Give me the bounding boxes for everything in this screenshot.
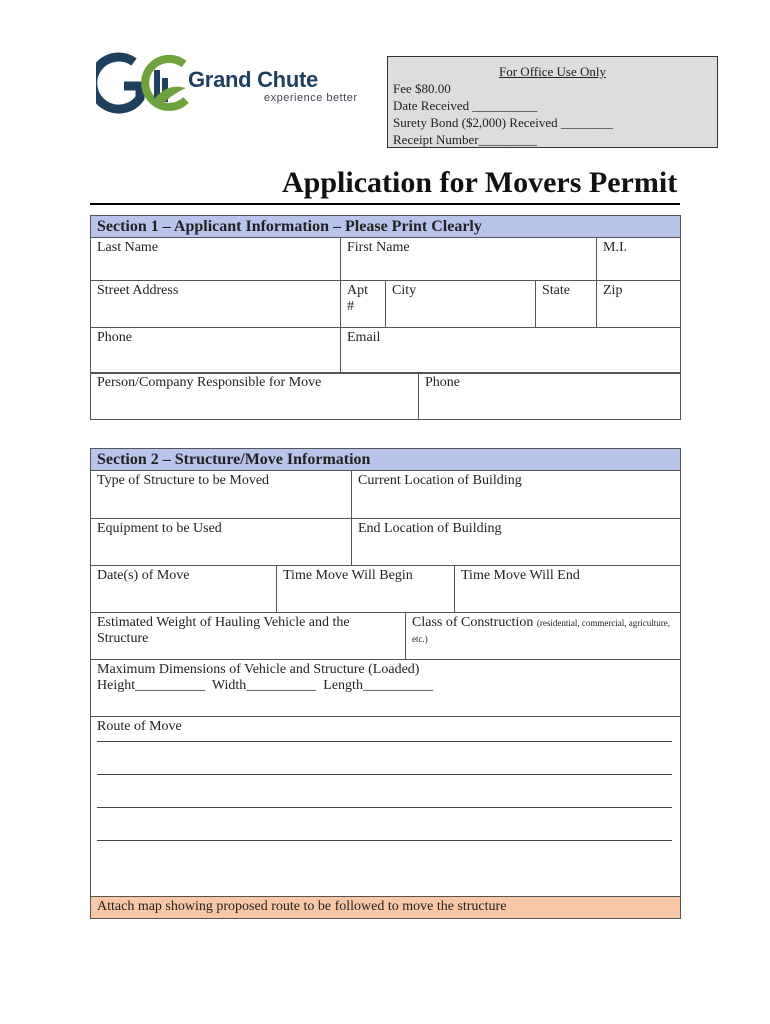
time-end-field[interactable]: Time Move Will End [455,566,681,613]
section2-table [90,448,681,919]
title-rule [90,203,680,205]
construction-class-label: Class of Construction [412,615,534,630]
weight-field[interactable]: Estimated Weight of Hauling Vehicle and the Structure [91,613,406,660]
office-surety-bond: Surety Bond ($2,000) Received ________ [393,115,613,130]
end-location-field[interactable]: End Location of Building [352,519,681,566]
first-name-field[interactable]: First Name [341,238,597,281]
grand-chute-logo [92,40,367,148]
state-field[interactable]: State [536,281,597,328]
responsible-phone-field[interactable]: Phone [419,373,681,420]
equipment-field[interactable]: Equipment to be Used [91,519,352,566]
last-name-field[interactable]: Last Name [91,238,341,281]
apt-field[interactable] [341,281,386,328]
apt-number-sign: # [347,299,354,314]
city-field[interactable]: City [386,281,536,328]
route-line-1[interactable] [97,735,672,742]
office-fee: Fee $80.00 [393,81,451,96]
gc-logo-icon [96,52,196,122]
responsible-party-field[interactable]: Person/Company Responsible for Move [91,373,419,420]
page-title: Application for Movers Permit [282,166,678,199]
construction-class-hint: (residential, commercial, agriculture, etc.) [412,618,671,644]
route-field[interactable] [91,717,681,897]
office-use-box [387,56,718,148]
section1-header: Section 1 – Applicant Information – Please Print Clearly [91,216,681,238]
construction-class-field[interactable] [406,613,681,660]
time-begin-field[interactable]: Time Move Will Begin [277,566,455,613]
logo-tagline: experience better [264,92,358,104]
move-dates-field[interactable]: Date(s) of Move [91,566,277,613]
route-label: Route of Move [97,719,182,734]
apt-label: Apt [347,283,368,298]
logo-name: Grand Chute [188,67,318,92]
route-line-3[interactable] [97,775,672,808]
zip-field[interactable]: Zip [597,281,681,328]
max-dimensions-label: Maximum Dimensions of Vehicle and Structure (Loaded) [97,662,420,677]
route-line-4[interactable] [97,808,672,841]
office-date-received: Date Received __________ [393,98,538,113]
section1-responsible-table [90,372,681,420]
route-line-2[interactable] [97,742,672,775]
phone-field[interactable]: Phone [91,328,341,374]
office-receipt-number: Receipt Number_________ [393,132,538,147]
attach-map-note: Attach map showing proposed route to be followed to move the structure [91,897,681,919]
email-field[interactable]: Email [341,328,681,374]
structure-type-field[interactable]: Type of Structure to be Moved [91,471,352,519]
office-use-title: For Office Use Only [499,64,606,79]
max-dimensions-field[interactable] [91,660,681,717]
section1-table [90,215,681,374]
dimensions-line: Height__________ Width__________ Length__________ [97,678,433,693]
mi-field[interactable]: M.I. [597,238,681,281]
street-address-field[interactable]: Street Address [91,281,341,328]
current-location-field[interactable]: Current Location of Building [352,471,681,519]
section2-header: Section 2 – Structure/Move Information [91,449,681,471]
